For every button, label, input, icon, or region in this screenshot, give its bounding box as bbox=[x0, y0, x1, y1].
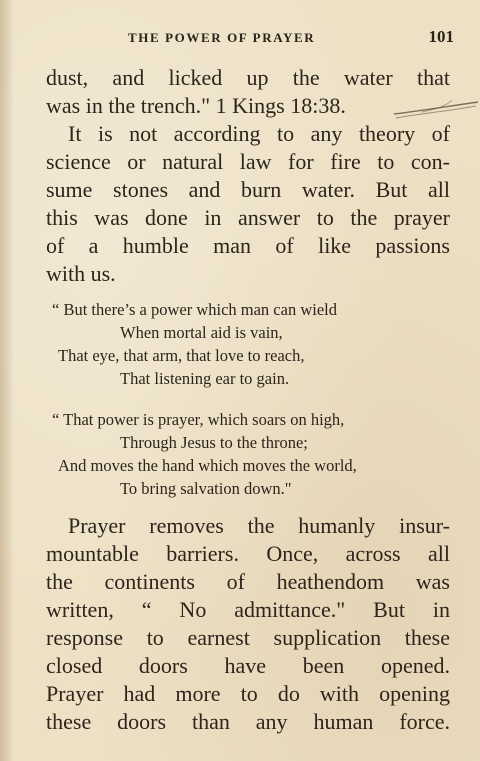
text-line: sume stones and burn water. But all bbox=[46, 177, 450, 202]
poem-line: When mortal aid is vain, bbox=[120, 323, 283, 342]
text-line: the continents of heathendom was bbox=[46, 569, 450, 594]
text-line: these doors than any human force. bbox=[46, 709, 450, 734]
paragraph-3 bbox=[46, 512, 450, 736]
poem-line: To bring salvation down." bbox=[120, 479, 292, 498]
paragraph-1 bbox=[46, 64, 450, 120]
poem-stanza-1 bbox=[52, 298, 454, 390]
poem-line: “ That power is prayer, which soars on high, bbox=[52, 410, 345, 429]
text-line: It is not according to any theory of bbox=[68, 121, 450, 146]
page-header bbox=[46, 27, 454, 50]
paragraph-2 bbox=[46, 120, 450, 288]
text-line: with us. bbox=[46, 261, 116, 286]
poem-line: And moves the hand which moves the world, bbox=[58, 456, 357, 475]
poem-line: Through Jesus to the throne; bbox=[120, 433, 308, 452]
running-head: THE POWER OF PRAYER bbox=[128, 30, 316, 45]
poem-line: That listening ear to gain. bbox=[120, 369, 290, 388]
text-line: science or natural law for fire to con- bbox=[46, 149, 450, 174]
page-edge-shadow bbox=[0, 0, 14, 761]
pen-mark-annotation bbox=[392, 92, 480, 122]
text-line: was in the trench." 1 Kings 18:38. bbox=[46, 93, 346, 118]
text-line: dust, and licked up the water that bbox=[46, 65, 450, 90]
poem-stanza-2 bbox=[52, 408, 454, 500]
text-line: Prayer had more to do with opening bbox=[46, 681, 450, 706]
poem-line: That eye, that arm, that love to reach, bbox=[58, 346, 305, 365]
page-number: 101 bbox=[428, 27, 454, 46]
text-line: Prayer removes the humanly insur- bbox=[68, 513, 450, 538]
text-line: of a humble man of like passions bbox=[46, 233, 450, 258]
text-line: closed doors have been opened. bbox=[46, 653, 450, 678]
poem-line: “ But there’s a power which man can wield bbox=[52, 300, 337, 319]
text-line: written, “ No admittance." But in bbox=[46, 597, 450, 622]
text-line: mountable barriers. Once, across all bbox=[46, 541, 450, 566]
text-line: this was done in answer to the prayer bbox=[46, 205, 450, 230]
text-line: response to earnest supplication these bbox=[46, 625, 450, 650]
